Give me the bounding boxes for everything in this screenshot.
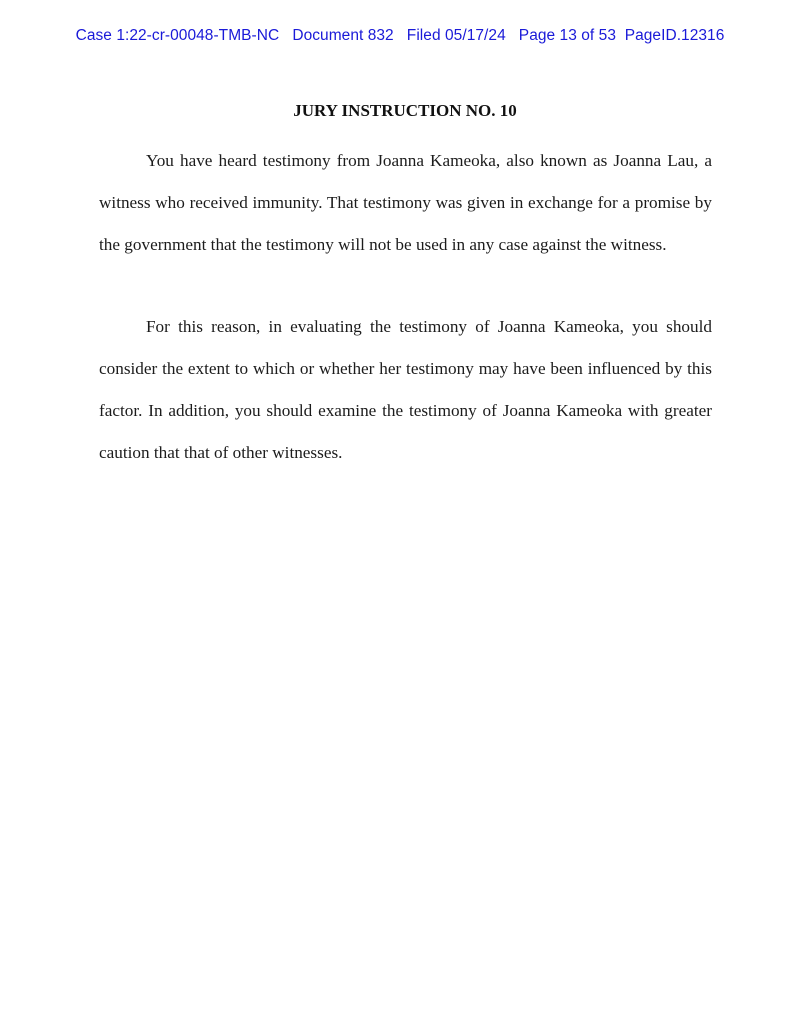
page-title: JURY INSTRUCTION NO. 10 <box>293 101 517 120</box>
court-filing-header: Case 1:22-cr-00048-TMB-NC Document 832 Filed 05/17/24 Page 13 of 53 PageID.12316 <box>75 27 725 44</box>
instruction-paragraph-2: For this reason, in evaluating the testimony of Joanna Kameoka, you should consider the extent to which or whether her testimony may have been influenced by this factor. In addition, you should examine the testimony of Joanna Kameoka with greater caution that that of other witnesses. <box>99 317 712 462</box>
instruction-paragraph-1: You have heard testimony from Joanna Kameoka, also known as Joanna Lau, a witness who received immunity. That testimony was given in exchange for a promise by the government that the testimony will not be used in any case against the witness. <box>99 151 712 254</box>
